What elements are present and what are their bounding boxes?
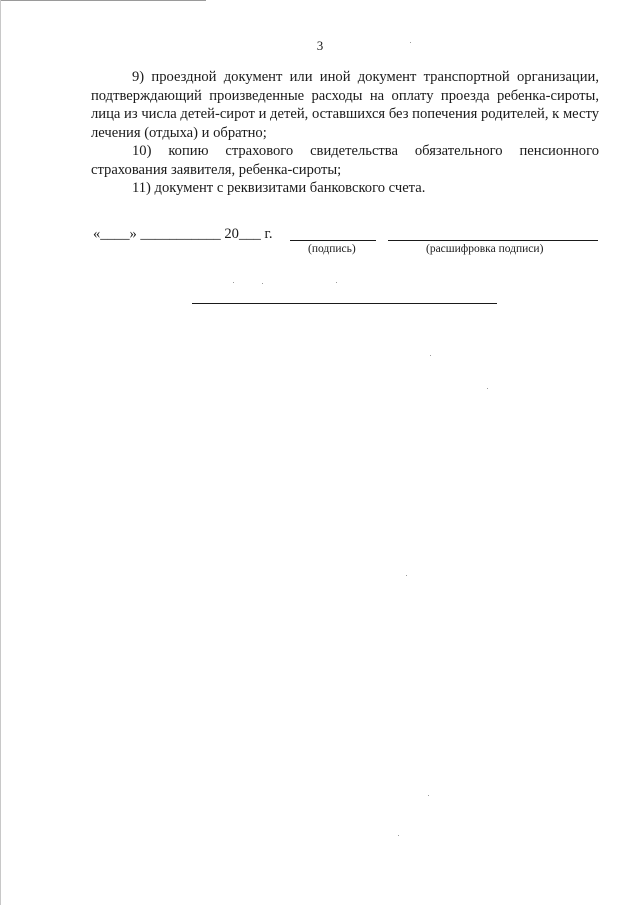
document-body — [91, 68, 599, 198]
date-template: «____» ___________ 20___ г. — [93, 226, 273, 242]
signature-caption: (подпись) — [308, 243, 356, 255]
scan-speck — [410, 42, 411, 43]
closing-rule — [192, 303, 497, 304]
scan-speck — [336, 282, 337, 283]
decoding-line — [388, 240, 598, 241]
scan-speck — [398, 835, 399, 836]
scan-speck — [487, 388, 488, 389]
paragraph-item-11: 11) документ с реквизитами банковского счета. — [132, 180, 426, 196]
paragraph-item-9: 9) проездной документ или иной документ транспортной организации, подтверждающий произведенные расходы на оплату проезда ребенка-сироты, лица из числа детей-сирот и детей, оставшихся без попечения родителей, к месту лечения (отдыха) и обратно; — [91, 69, 599, 141]
scan-speck — [430, 355, 431, 356]
signature-block — [0, 226, 640, 266]
decoding-caption: (расшифровка подписи) — [426, 243, 544, 255]
scan-edge-left — [0, 0, 1, 905]
scan-speck — [233, 282, 234, 283]
signature-line — [290, 240, 376, 241]
scan-speck — [262, 283, 263, 284]
scan-speck — [406, 575, 407, 576]
scan-speck — [428, 795, 429, 796]
scan-edge-top — [0, 0, 206, 1]
paragraph-item-10: 10) копию страхового свидетельства обязательного пенсионного страхования заявителя, ребенка-сироты; — [91, 143, 599, 178]
page-number: 3 — [316, 38, 324, 53]
